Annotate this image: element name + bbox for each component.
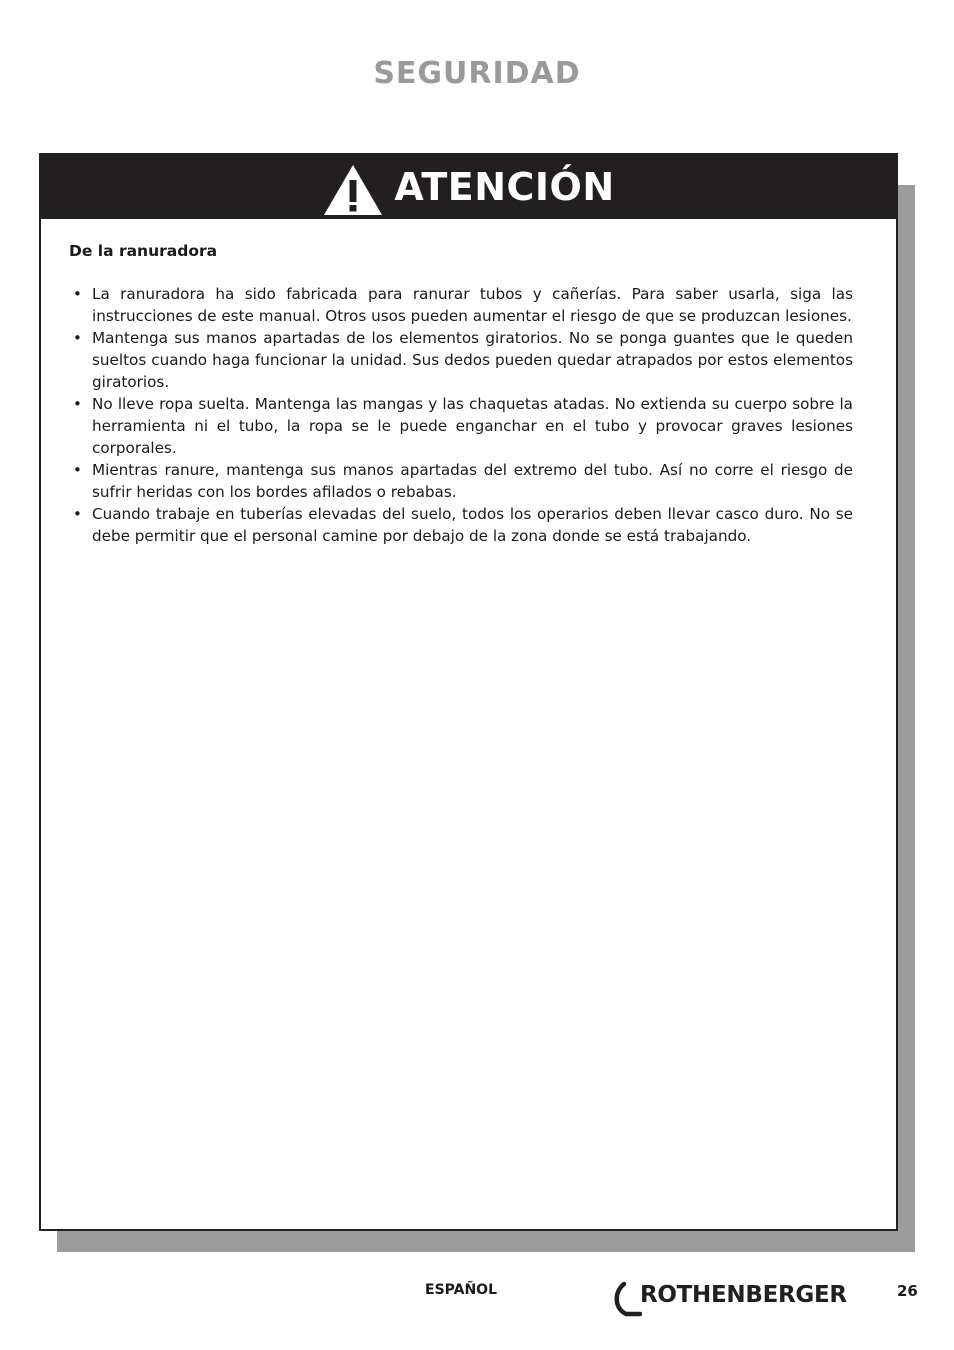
warning-title: ATENCIÓN (394, 165, 615, 209)
brand-swoosh-icon (612, 1280, 642, 1318)
warning-bullet-list (69, 283, 853, 547)
warning-triangle-icon (322, 163, 384, 217)
list-item: • Mientras ranure, mantenga sus manos apartadas del extremo del tubo. Así no corre el riesgo de sufrir heridas con los bordes afilados o rebabas. (73, 461, 853, 501)
bullet-icon: • (73, 329, 82, 347)
bullet-icon: • (73, 395, 82, 413)
footer-language: ESPAÑOL (425, 1282, 497, 1298)
list-item: • La ranuradora ha sido fabricada para ranurar tubos y cañerías. Para saber usarla, siga las instrucciones de este manual. Otros usos pueden aumentar el riesgo de que se produzcan lesiones. (73, 285, 853, 325)
list-item: • No lleve ropa suelta. Mantenga las mangas y las chaquetas atadas. No extienda su cuerpo sobre la herramienta ni el tubo, la ropa se le puede enganchar en el tubo y provocar graves lesiones corporales. (73, 395, 853, 457)
list-item: • Cuando trabaje en tuberías elevadas del suelo, todos los operarios deben llevar casco duro. No se debe permitir que el personal camine por debajo de la zona donde se está trabajando. (73, 505, 853, 545)
section-title: SEGURIDAD (373, 56, 581, 91)
bullet-icon: • (73, 285, 82, 303)
brand-name: ROTHENBERGER (640, 1282, 847, 1308)
warning-box (39, 153, 898, 1231)
bullet-icon: • (73, 461, 82, 479)
bullet-icon: • (73, 505, 82, 523)
list-item: • Mantenga sus manos apartadas de los elementos giratorios. No se ponga guantes que le queden sueltos cuando haga funcionar la unidad. Sus dedos pueden quedar atrapados por estos elementos giratorios. (73, 329, 853, 391)
warning-subheading: De la ranuradora (69, 242, 218, 260)
page-number: 26 (897, 1282, 918, 1300)
warning-header (41, 155, 896, 219)
brand-logo (612, 1280, 847, 1320)
